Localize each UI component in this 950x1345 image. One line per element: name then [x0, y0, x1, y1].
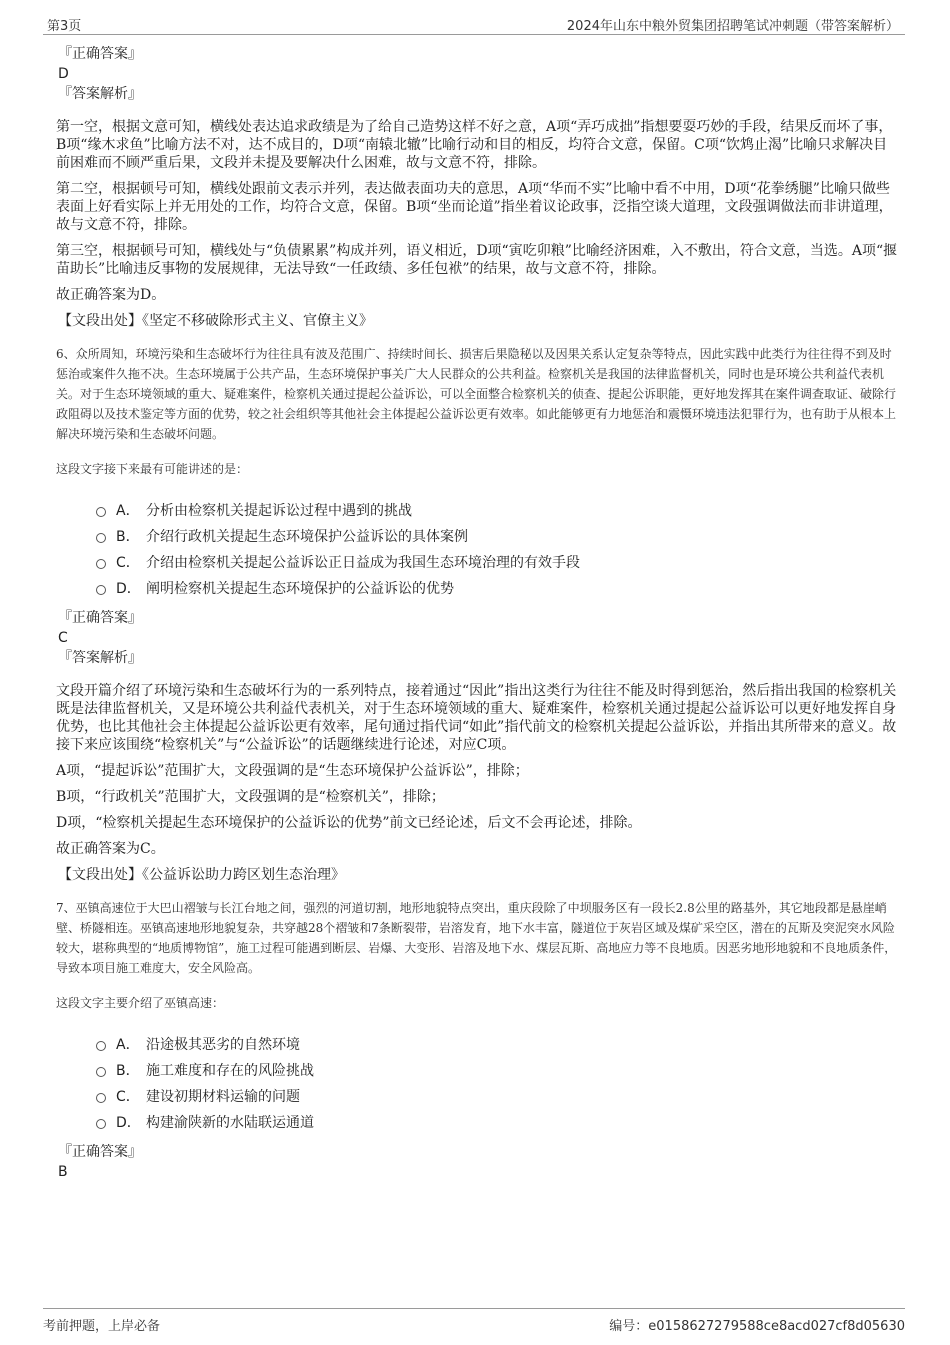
correct-answer-label: 『正确答案』: [58, 610, 142, 626]
analysis-paragraph: A项，“提起诉讼”范围扩大，文段强调的是“生态环境保护公益诉讼”，排除；: [56, 763, 529, 779]
radio-icon[interactable]: [96, 1093, 106, 1103]
option-text: 分析由检察机关提起诉讼过程中遇到的挑战: [146, 503, 412, 519]
option-text: 介绍行政机关提起生态环境保护公益诉讼的具体案例: [146, 529, 468, 545]
radio-icon[interactable]: [96, 507, 106, 517]
option-letter: D．: [116, 581, 141, 597]
analysis-conclusion: 故正确答案为D。: [56, 287, 166, 303]
radio-icon[interactable]: [96, 1067, 106, 1077]
option-text: 沿途极其恶劣的自然环境: [146, 1037, 300, 1053]
analysis-paragraph: B项，“行政机关”范围扩大，文段强调的是“检察机关”，排除；: [56, 789, 445, 805]
radio-icon[interactable]: [96, 533, 106, 543]
radio-icon[interactable]: [96, 1119, 106, 1129]
option-text: 介绍由检察机关提起公益诉讼正日益成为我国生态环境治理的有效手段: [146, 555, 580, 571]
option-c[interactable]: [96, 550, 898, 576]
option-list: [96, 1032, 898, 1136]
option-d[interactable]: [96, 1110, 898, 1136]
option-text: 建设初期材料运输的问题: [146, 1089, 300, 1105]
option-b[interactable]: [96, 524, 898, 550]
analysis-paragraph: 第二空，根据顿号可知，横线处跟前文表示并列，表达做表面功夫的意思，A项“华而不实”比喻中看不中用，D项“花拳绣腿”比喻只做些表面上好看实际上并无用处的工作，均符合文意，保留。B项“坐而论道”指坐着议论政事，泛指空谈大道理，文段强调做法而非讲道理，故与文意不符，排除。: [56, 181, 893, 233]
document-title: 2024年山东中粮外贸集团招聘笔试冲刺题（带答案解析）: [566, 19, 899, 34]
option-text: 构建渝陕新的水陆联运通道: [146, 1115, 314, 1131]
question-text: 7、巫镇高速位于大巴山褶皱与长江台地之间，强烈的河道切割，地形地貌特点突出，重庆段除了中坝服务区有一段长2.8公里的路基外，其它地段都是悬崖峭壁、桥隧相连。巫镇高速地形地貌复杂，共穿越28个褶皱和7条断裂带，岩溶发育，地下水丰富，隧道位于灰岩区域及煤矿采空区，潜在的瓦斯及突泥突水风险较大，堪称典型的“地质博物馆”，施工过程可能遇到断层、岩爆、大变形、岩溶及地下水、煤层瓦斯、高地应力等不良地质。因恶劣地形地貌和不良地质条件，导致本项目施工难度大，安全风险高。: [56, 901, 897, 975]
analysis-paragraph: 第三空，根据顿号可知，横线处与“负债累累”构成并列，语义相近，D项“寅吃卯粮”比喻经济困难，入不敷出，符合文意，当选。A项“揠苗助长”比喻违反事物的发展规律，无法导致“一任政绩、多任包袱”的结果，故与文意不符，排除。: [56, 243, 898, 277]
source-citation: 【文段出处】《公益诉讼助力跨区划生态治理》: [58, 867, 345, 883]
option-a[interactable]: [96, 498, 898, 524]
option-text: 阐明检察机关提起生态环境保护的公益诉讼的优势: [146, 581, 454, 597]
page-footer: [43, 1308, 905, 1337]
analysis-label: 『答案解析』: [58, 650, 142, 666]
correct-answer-label: 『正确答案』: [58, 1144, 142, 1160]
analysis-paragraph: 文段开篇介绍了环境污染和生态破坏行为的一系列特点，接着通过“因此”指出这类行为往往不能及时得到惩治，然后指出我国的检察机关既是法律监督机关，又是环境公共利益代表机关，对于生态环境领域的重大、疑难案件，检察机关通过提起公益诉讼可以更好地发挥自身优势，也比其他社会主体提起公益诉讼更有效率，尾句通过指代词“如此”指代前文的检察机关提起公益诉讼，并指出其所带来的意义。故接下来应该围绕“检察机关”与“公益诉讼”的话题继续进行论述，对应C项。: [56, 683, 897, 753]
analysis-label: 『答案解析』: [58, 86, 142, 102]
radio-icon[interactable]: [96, 585, 106, 595]
analysis-paragraph: D项，“检察机关提起生态环境保护的公益诉讼的优势”前文已经论述，后文不会再论述，排除。: [56, 815, 642, 831]
analysis-conclusion: 故正确答案为C。: [56, 841, 165, 857]
correct-answer: C: [58, 630, 68, 646]
question-prompt: 这段文字接下来最有可能讲述的是：: [56, 462, 249, 476]
analysis-paragraph: 第一空，根据文意可知，横线处表达追求政绩是为了给自己造势这样不好之意，A项“弄巧成拙”指想要耍巧妙的手段，结果反而坏了事，B项“缘木求鱼”比喻方法不对，达不成目的，D项“南辕北辙”比喻行动和目的相反，均符合文意，保留。C项“饮鸩止渴”比喻只求解决目前困难而不顾严重后果，文段并未提及要解决什么困难，故与文意不符，排除。: [56, 119, 893, 171]
radio-icon[interactable]: [96, 1041, 106, 1051]
source-citation: 【文段出处】《坚定不移破除形式主义、官僚主义》: [58, 313, 373, 329]
option-letter: C．: [116, 1089, 140, 1105]
option-letter: D．: [116, 1115, 141, 1131]
option-letter: B．: [116, 1063, 140, 1079]
option-d[interactable]: [96, 576, 898, 602]
question-prompt: 这段文字主要介绍了巫镇高速：: [56, 996, 225, 1010]
correct-answer: D: [58, 66, 69, 82]
question-text: 6、众所周知，环境污染和生态破坏行为往往具有波及范围广、持续时间长、损害后果隐秘以及因果关系认定复杂等特点，因此实践中此类行为往往得不到及时惩治或案件久拖不决。生态环境属于公共产品，生态环境保护事关广大人民群众的公共利益。检察机关是我国的法律监督机关，同时也是环境公共利益代表机关。对于生态环境领域的重大、疑难案件，检察机关通过提起公益诉讼，可以全面整合检察机关的侦查、提起公诉职能，更好地发挥其在案件调查取证、破除行政阻碍以及技术鉴定等方面的优势，较之社会组织等其他社会主体提起公益诉讼更有效率。如此能够更有力地惩治和震慑环境违法犯罪行为，也有助于从根本上解决环境污染和生态破坏问题。: [56, 347, 897, 441]
option-letter: A．: [116, 1037, 140, 1053]
option-letter: B．: [116, 529, 140, 545]
main-content: [56, 44, 898, 1182]
option-letter: A．: [116, 503, 140, 519]
option-letter: C．: [116, 555, 140, 571]
footer-slogan: 考前押题，上岸必备: [43, 1319, 161, 1334]
option-list: [96, 498, 898, 602]
option-b[interactable]: [96, 1058, 898, 1084]
option-c[interactable]: [96, 1084, 898, 1110]
correct-answer: B: [58, 1164, 68, 1180]
option-text: 施工难度和存在的风险挑战: [146, 1063, 314, 1079]
radio-icon[interactable]: [96, 559, 106, 569]
correct-answer-label: 『正确答案』: [58, 46, 142, 62]
option-a[interactable]: [96, 1032, 898, 1058]
document-code: 编号：e0158627279588ce8acd027cf8d05630: [609, 1319, 905, 1334]
page-header: [43, 12, 905, 35]
page-number: 第3页: [47, 19, 82, 34]
